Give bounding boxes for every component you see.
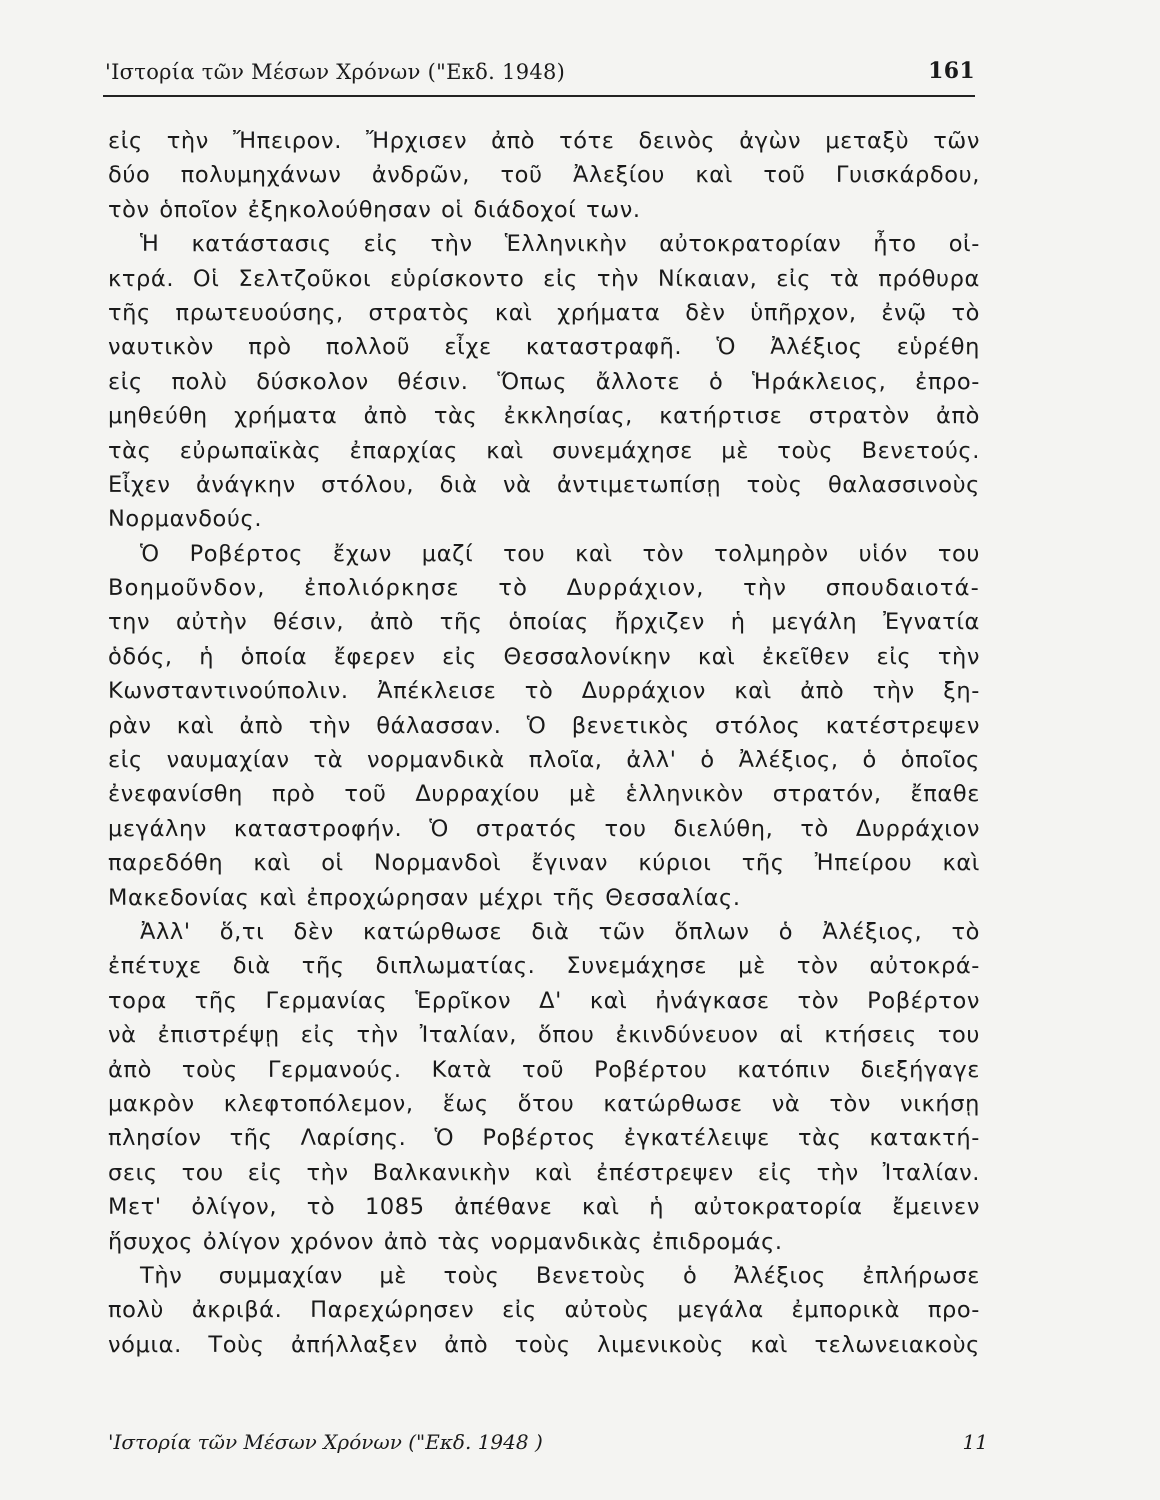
text-line: Μακεδονίας καὶ ἐπροχώρησαν μέχρι τῆς Θεσσαλίας. xyxy=(108,884,741,911)
text-line: κτρά. Οἱ Σελτζοῦκοι εὑρίσκοντο εἰς τὴν Νίκαιαν, εἰς τὰ πρόθυρα xyxy=(108,265,980,292)
text-line: νόμια. Τοὺς ἀπήλλαξεν ἀπὸ τοὺς λιμενικοὺς καὶ τελωνειακοὺς xyxy=(108,1331,980,1358)
text-line: Βοημοῦνδον, ἐπολιόρκησε τὸ Δυρράχιον, τὴν σπουδαιοτά- xyxy=(108,575,980,602)
footer-book-title: 'Ιστορία τῶν Μέσων Χρόνων ("Εκδ. 1948 ) xyxy=(108,1430,543,1454)
text-line: μηθεύθη χρήματα ἀπὸ τὰς ἐκκλησίας, κατήρτισε στρατὸν ἀπὸ xyxy=(108,403,980,430)
text-line: τὰς εὐρωπαϊκὰς ἐπαρχίας καὶ συνεμάχησε μὲ τοὺς Βενετούς. xyxy=(108,437,980,464)
text-line: τὸν ὁποῖον ἐξηκολούθησαν οἱ διάδοχοί των. xyxy=(108,196,641,223)
text-line: δύο πολυμηχάνων ἀνδρῶν, τοῦ Ἀλεξίου καὶ τοῦ Γυισκάρδου, xyxy=(108,162,980,189)
text-line: μακρὸν κλεφτοπόλεμον, ἕως ὅτου κατώρθωσε νὰ τὸν νικήσῃ xyxy=(108,1090,980,1117)
page-number: 161 xyxy=(928,58,975,84)
text-line: ρὰν καὶ ἀπὸ τὴν θάλασσαν. Ὁ βενετικὸς στόλος κατέστρεψεν xyxy=(108,712,980,739)
text-line: μεγάλην καταστροφήν. Ὁ στρατός του διελύθη, τὸ Δυρράχιον xyxy=(108,815,980,842)
text-line: παρεδόθη καὶ οἱ Νορμανδοὶ ἔγιναν κύριοι τῆς Ἠπείρου καὶ xyxy=(108,850,980,877)
text-line: τῆς πρωτευούσης, στρατὸς καὶ χρήματα δὲν ὑπῆρχον, ἐνῷ τὸ xyxy=(108,299,980,326)
text-line: ἐνεφανίσθη πρὸ τοῦ Δυρραχίου μὲ ἑλληνικὸν στρατόν, ἔπαθε xyxy=(108,781,980,808)
text-line: Κωνσταντινούπολιν. Ἀπέκλεισε τὸ Δυρράχιον καὶ ἀπὸ τὴν ξη- xyxy=(108,678,980,705)
text-line: πολὺ ἀκριβά. Παρεχώρησεν εἰς αὐτοὺς μεγάλα ἐμπορικὰ προ- xyxy=(108,1297,980,1324)
running-header xyxy=(105,58,975,92)
text-line: πλησίον τῆς Λαρίσης. Ὁ Ροβέρτος ἐγκατέλειψε τὰς κατακτή- xyxy=(108,1125,980,1152)
running-title: 'Ιστορία τῶν Μέσων Χρόνων ("Εκδ. 1948) xyxy=(105,60,566,84)
text-line: ἀπὸ τοὺς Γερμανούς. Κατὰ τοῦ Ροβέρτου κατόπιν διεξήγαγε xyxy=(108,1056,980,1083)
page-footer xyxy=(108,1430,988,1464)
header-rule xyxy=(103,95,975,97)
text-line: ὁδός, ἡ ὁποία ἔφερεν εἰς Θεσσαλονίκην καὶ ἐκεῖθεν εἰς τὴν xyxy=(108,643,980,670)
text-line: Ὁ Ροβέρτος ἔχων μαζί του καὶ τὸν τολμηρὸν υἱόν του xyxy=(140,540,980,567)
text-line: ἥσυχος ὀλίγον χρόνον ἀπὸ τὰς νορμανδικὰς ἐπιδρομάς. xyxy=(108,1228,783,1255)
text-line: σεις του εἰς τὴν Βαλκανικὴν καὶ ἐπέστρεψεν εἰς τὴν Ἰταλίαν. xyxy=(108,1159,980,1186)
body-text xyxy=(108,124,980,1362)
text-line: Ἀλλ' ὅ,τι δὲν κατώρθωσε διὰ τῶν ὅπλων ὁ Ἀλέξιος, τὸ xyxy=(140,918,980,945)
text-line: τορα τῆς Γερμανίας Ἑρρῖκον Δ' καὶ ἠνάγκασε τὸν Ροβέρτον xyxy=(108,987,980,1014)
text-line: ναυτικὸν πρὸ πολλοῦ εἶχε καταστραφῆ. Ὁ Ἀλέξιος εὑρέθη xyxy=(108,334,980,361)
text-line: εἰς τὴν Ἤπειρον. Ἤρχισεν ἀπὸ τότε δεινὸς ἀγὼν μεταξὺ τῶν xyxy=(108,128,980,154)
text-line: Ἡ κατάστασις εἰς τὴν Ἑλληνικὴν αὐτοκρατορίαν ἦτο οἰ- xyxy=(140,231,980,258)
text-line: εἰς ναυμαχίαν τὰ νορμανδικὰ πλοῖα, ἀλλ' ὁ Ἀλέξιος, ὁ ὁποῖος xyxy=(108,747,980,774)
text-line: Νορμανδούς. xyxy=(108,506,263,533)
text-line: Μετ' ὀλίγον, τὸ 1085 ἀπέθανε καὶ ἡ αὐτοκρατορία ἔμεινεν xyxy=(108,1194,980,1221)
text-line: εἰς πολὺ δύσκολον θέσιν. Ὅπως ἄλλοτε ὁ Ἡράκλειος, ἐπρο- xyxy=(108,368,980,395)
text-line: Εἶχεν ἀνάγκην στόλου, διὰ νὰ ἀντιμετωπίσῃ τοὺς θαλασσινοὺς xyxy=(108,471,980,498)
text-line: ἐπέτυχε διὰ τῆς διπλωματίας. Συνεμάχησε μὲ τὸν αὐτοκρά- xyxy=(108,953,980,980)
text-line: την αὐτὴν θέσιν, ἀπὸ τῆς ὁποίας ἤρχιζεν ἡ μεγάλη Ἐγνατία xyxy=(108,609,980,636)
text-line: Τὴν συμμαχίαν μὲ τοὺς Βενετοὺς ὁ Ἀλέξιος ἐπλήρωσε xyxy=(140,1262,980,1289)
text-line: νὰ ἐπιστρέψῃ εἰς τὴν Ἰταλίαν, ὅπου ἐκινδύνευον αἱ κτήσεις του xyxy=(108,1022,980,1049)
signature-mark: 11 xyxy=(962,1430,988,1454)
